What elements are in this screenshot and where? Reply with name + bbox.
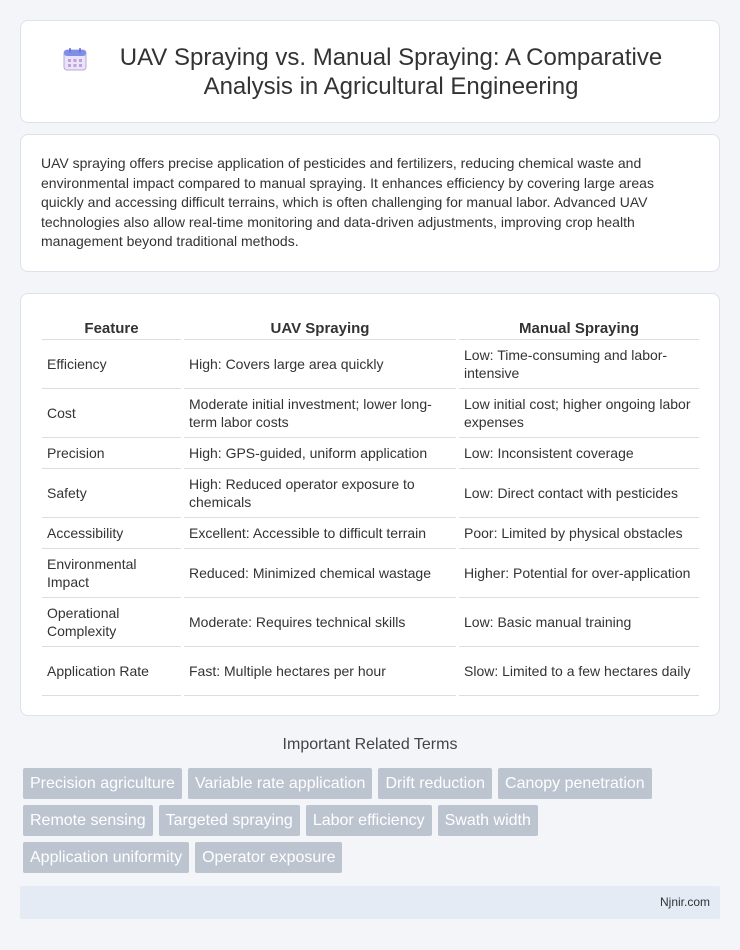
related-terms-heading: Important Related Terms [282,736,458,753]
table-row [42,438,699,469]
table-row [42,518,699,549]
manual-cell: Slow: Limited to a few hectares daily [459,647,699,696]
uav-cell: High: Covers large area quickly [184,340,456,389]
term-tag[interactable]: Canopy penetration [498,768,652,799]
feature-cell: Operational Complexity [42,598,181,647]
manual-cell: Higher: Potential for over-application [459,549,699,598]
manual-cell: Low: Inconsistent coverage [459,438,699,469]
footer [20,886,720,919]
related-terms-list [23,768,723,879]
table-row [42,340,699,389]
feature-cell: Accessibility [42,518,181,549]
feature-cell: Safety [42,469,181,518]
uav-cell: Moderate initial investment; lower long-term labor costs [184,389,456,438]
comparison-table-card [20,293,720,716]
term-tag[interactable]: Operator exposure [195,842,342,873]
manual-cell: Poor: Limited by physical obstacles [459,518,699,549]
table-row [42,598,699,647]
table-header-row [42,314,699,340]
manual-cell: Low: Time-consuming and labor-intensive [459,340,699,389]
footer-site[interactable]: Njnir.com [659,895,710,909]
calendar-icon [61,45,89,73]
uav-cell: High: GPS-guided, uniform application [184,438,456,469]
feature-cell: Precision [42,438,181,469]
manual-cell: Low: Basic manual training [459,598,699,647]
header-feature: Feature [42,314,181,340]
title-wrap [61,43,679,101]
term-tag[interactable]: Swath width [438,805,538,836]
term-tag[interactable]: Remote sensing [23,805,153,836]
table-row [42,469,699,518]
table-row [42,647,699,696]
uav-cell: Excellent: Accessible to difficult terrain [184,518,456,549]
manual-cell: Low: Direct contact with pesticides [459,469,699,518]
uav-cell: High: Reduced operator exposure to chemicals [184,469,456,518]
manual-cell: Low initial cost; higher ongoing labor expenses [459,389,699,438]
header-uav: UAV Spraying [184,314,456,340]
feature-cell: Cost [42,389,181,438]
term-tag[interactable]: Precision agriculture [23,768,182,799]
feature-cell: Efficiency [42,340,181,389]
uav-cell: Fast: Multiple hectares per hour [184,647,456,696]
term-tag[interactable]: Drift reduction [378,768,492,799]
table-row [42,549,699,598]
title-card [20,20,720,123]
comparison-table [39,314,702,696]
term-tag[interactable]: Application uniformity [23,842,189,873]
feature-cell: Environmental Impact [42,549,181,598]
table-row [42,389,699,438]
feature-cell: Application Rate [42,647,181,696]
summary-card [20,134,720,272]
term-tag[interactable]: Variable rate application [188,768,372,799]
term-tag[interactable]: Targeted spraying [159,805,300,836]
page-title: UAV Spraying vs. Manual Spraying: A Comparative Analysis in Agricultural Engineering [119,43,663,100]
summary-text: UAV spraying offers precise application of pesticides and fertilizers, reducing chemical waste and environmental impact compared to manual spraying. It enhances efficiency by covering large areas quickly and accessing difficult terrains, which is often challenging for manual labor. Advanced UAV technologies also allow real-time monitoring and data-driven adjustments, improving crop health management beyond traditional methods. [41,155,654,249]
header-manual: Manual Spraying [459,314,699,340]
term-tag[interactable]: Labor efficiency [306,805,432,836]
uav-cell: Reduced: Minimized chemical wastage [184,549,456,598]
uav-cell: Moderate: Requires technical skills [184,598,456,647]
